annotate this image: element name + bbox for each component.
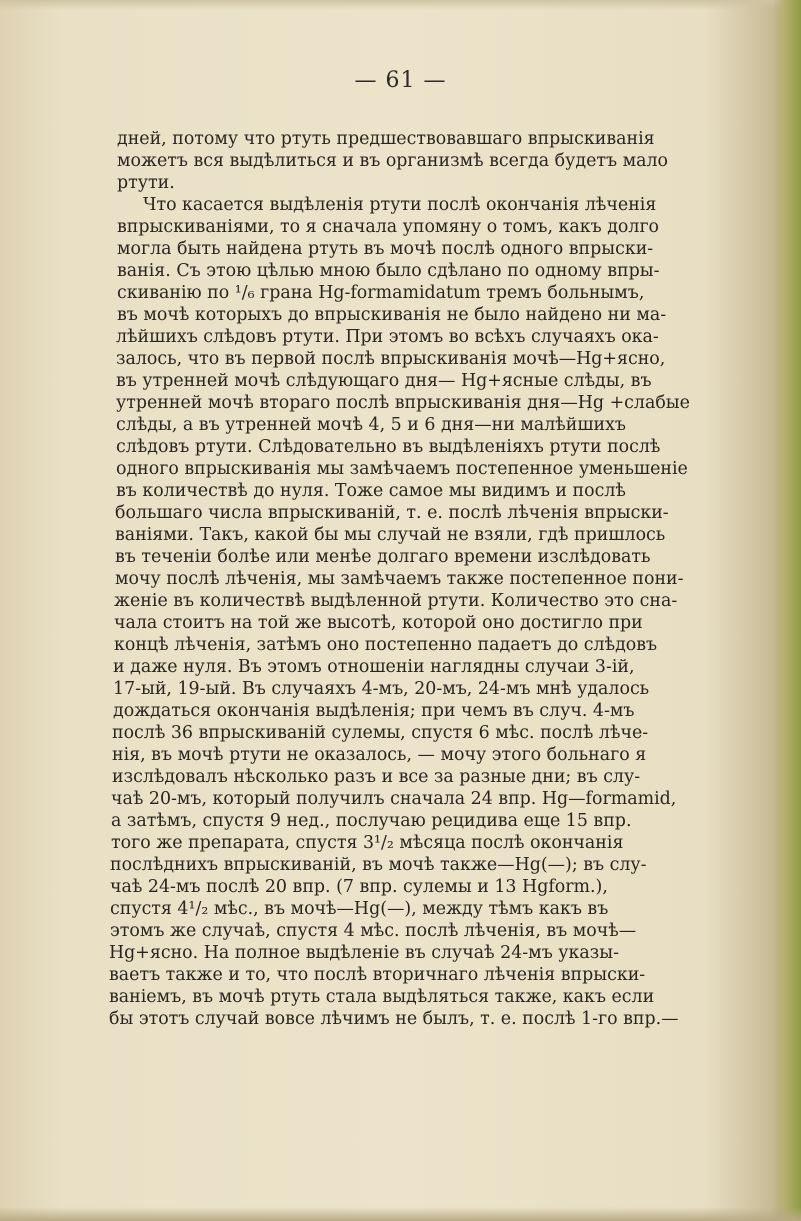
page-number: — 61 — (354, 68, 447, 93)
text-line: мочу послѣ лѣченія, мы замѣчаемъ также постепенное пони- (115, 569, 684, 589)
text-line: одного впрыскиванія мы замѣчаемъ постепенное уменьшеніе (116, 459, 688, 479)
bottom-page-edge (0, 1207, 801, 1221)
text-line: ваетъ также и то, что послѣ вторичнаго лѣченія впрыски- (109, 965, 646, 985)
text-line: чаѣ 20-мъ, который получилъ сначала 24 впр. Hg—formamid, (111, 789, 677, 809)
text-line: ваніемъ, въ мочѣ ртуть стала выдѣляться также, какъ если (109, 987, 655, 1007)
text-line: того же препарата, спустя 3¹/₂ мѣсяца послѣ окончанія (111, 833, 624, 853)
top-page-edge (0, 0, 801, 10)
text-line: послѣднихъ впрыскиваній, въ мочѣ также—Hg(—); въ слу- (110, 855, 647, 875)
text-line: въ утренней мочѣ слѣдующаго дня— Hg+ясные слѣды, въ (116, 371, 652, 391)
text-line: лѣйшихъ слѣдовъ ртути. При этомъ во всѣхъ случаяхъ ока- (116, 327, 659, 347)
text-line: нія, въ мочѣ ртути не оказалось, — мочу этого больнаго я (112, 745, 647, 765)
text-line: женіе въ количествѣ выдѣленной ртути. Количество это сна- (114, 591, 678, 611)
text-line: бы этотъ случай вовсе лѣчимъ не былъ, т. е. послѣ 1-го впр.— (109, 1009, 679, 1029)
text-line: изслѣдовалъ нѣсколько разъ и все за разные дни; въ слу- (112, 767, 641, 787)
text-line: ванія. Съ этою цѣлью мною было сдѣлано по одному впры- (117, 261, 660, 281)
text-line: а затѣмъ, спустя 9 нед., послучаю рецидива еще 15 впр. (111, 811, 632, 831)
text-line: и даже нуля. Въ этомъ отношеніи наглядны случаи 3-ій, (113, 657, 635, 677)
right-page-edge (773, 0, 801, 1221)
text-line: слѣды, а въ утренней мочѣ 4, 5 и 6 дня—ни малѣйшихъ (116, 415, 626, 435)
text-line: въ количествѣ до нуля. Тоже самое мы видимъ и послѣ (116, 481, 626, 501)
text-line: дней, потому что ртуть предшествовавшаго впрыскиванія (117, 129, 655, 149)
text-line: концѣ лѣченія, затѣмъ оно постепенно падаетъ до слѣдовъ (114, 635, 658, 655)
text-line: чала стоитъ на той же высотѣ, которой оно достигло при (114, 613, 643, 633)
text-line: скиванію по ¹/₆ грана Hg-formamidatum тремъ больнымъ, (117, 283, 645, 303)
text-line: 17-ый, 19-ый. Въ случаяхъ 4-мъ, 20-мъ, 24-мъ мнѣ удалось (113, 679, 650, 699)
text-line: въ теченіи болѣе или менѣе долгаго времени изслѣдовать (115, 547, 651, 567)
text-line: утренней мочѣ втораго послѣ впрыскиванія дня—Hg +слабые (116, 393, 690, 413)
text-line: впрыскиваніями, то я сначала упомяну о томъ, какъ долго (117, 217, 660, 237)
text-line: можетъ вся выдѣлиться и въ организмѣ всегда будетъ мало (117, 151, 668, 171)
text-line: этомъ же случаѣ, спустя 4 мѣс. послѣ лѣченія, въ мочѣ— (110, 921, 637, 941)
text-line: дождаться окончанія выдѣленія; при чемъ въ случ. 4-мъ (113, 701, 635, 721)
text-line: послѣ 36 впрыскиваній сулемы, спустя 6 мѣс. послѣ лѣче- (112, 723, 649, 743)
text-line: залось, что въ первой послѣ впрыскиванія мочѣ—Hg+ясно, (116, 349, 666, 369)
text-line: слѣдовъ ртути. Слѣдовательно въ выдѣленіяхъ ртути послѣ (116, 437, 661, 457)
text-line: Что касается выдѣленія ртути послѣ окончанія лѣченія (143, 195, 657, 215)
text-line: Hg+ясно. На полное выдѣленіе въ случаѣ 24-мъ указы- (109, 943, 619, 963)
text-line: спустя 4¹/₂ мѣс., въ мочѣ—Hg(—), между тѣмъ какъ въ (110, 899, 609, 919)
text-line: ваніями. Такъ, какой бы мы случай не взяли, гдѣ пришлось (115, 525, 666, 545)
text-line: ртути. (117, 173, 175, 193)
text-line: чаѣ 24-мъ послѣ 20 впр. (7 впр. сулемы и 13 Hgform.), (110, 877, 608, 897)
text-line: въ мочѣ которыхъ до впрыскиванія не было найдено ни ма- (117, 305, 667, 325)
text-line: могла быть найдена ртуть въ мочѣ послѣ одного впрыски- (117, 239, 654, 259)
text-line: большаго числа впрыскиваній, т. е. послѣ лѣченія впрыски- (115, 503, 669, 523)
